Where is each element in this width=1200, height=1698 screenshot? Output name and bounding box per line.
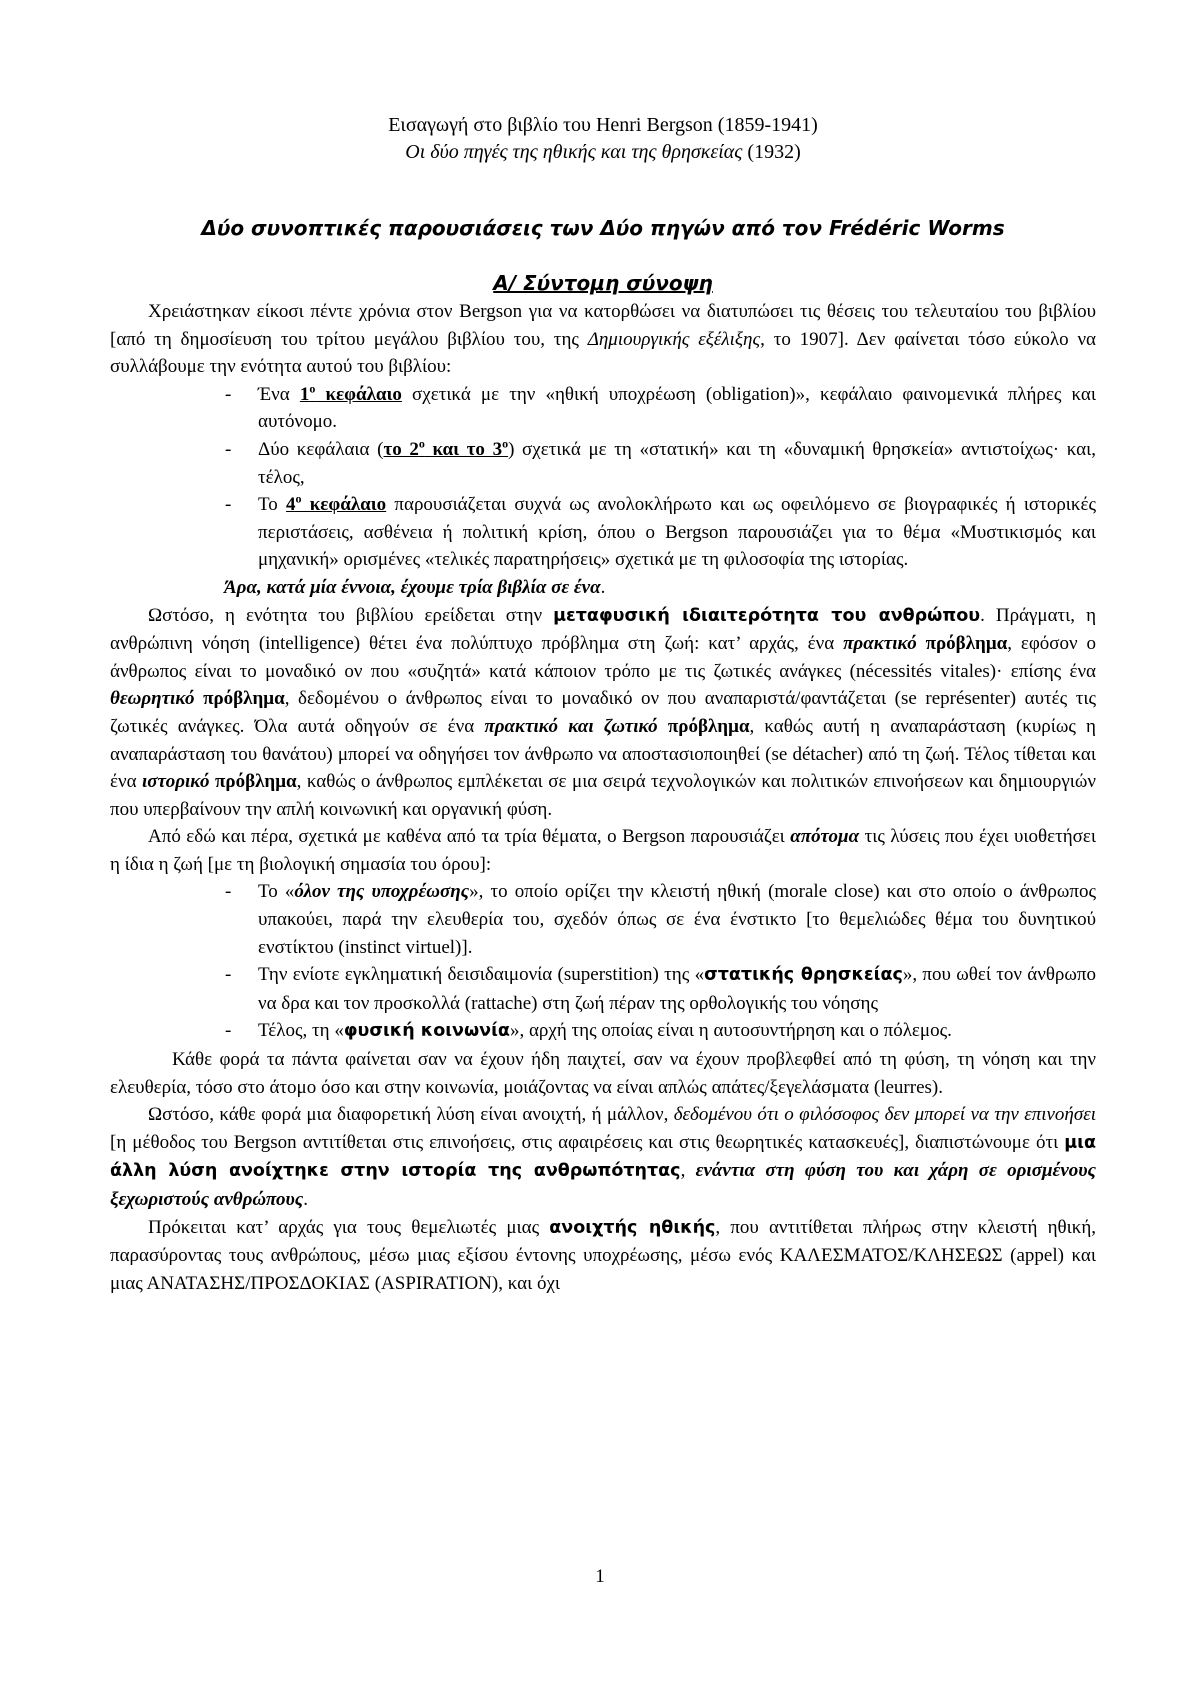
document-title: Εισαγωγή στο βιβλίο του Henri Bergson (1859-1941) xyxy=(388,114,818,136)
list-item: - Το $4^o$ κεφάλαιο παρουσιάζεται συχνά ως ανολοκλήρωτο και ως οφειλόμενο σε βιογραφικές ή ιστορικές περιστάσεις, ασθένεια ή πολιτική κρίση, όπου ο Bergson παρουσιάζει για το θέμα «Μυστικισμός και μηχανική» ορισμένες «τελικές παρατηρήσεις» σχετικά με τη φιλοσοφία της ιστορίας. xyxy=(225,491,1096,571)
paragraph-however: Ωστόσο, κάθε φορά μια διαφορετική λύση είναι ανοιχτή, ή μάλλον, δεδομένου ότι ο φιλόσοφος δεν μπορεί να την επινοήσει [η μέθοδος του Bergson αντιτίθεται στις επινοήσεις, στις αφαιρέσεις και στις θεωρητικές κατασκευές], διαπιστώνουμε ότι μια άλλη λύση ανοίχτηκε στην ιστορία της ανθρωπότητας, ενάντια στη φύση του και χάρη σε ορισμένους ξεχωριστούς ανθρώπους. xyxy=(110,1104,1097,1210)
subsection-title: Α/ Σύντομη σύνοψη xyxy=(493,271,713,295)
paragraph-solutions: Από εδώ και πέρα, σχετικά με καθένα από τα τρία θέματα, ο Bergson παρουσιάζει απότομα τις λύσεις που έχει υιοθετήσει η ίδια η ζωή [με τη βιολογική σημασία του όρου]: xyxy=(110,826,1096,875)
solutions-list xyxy=(110,878,1096,1046)
paragraph-founders: Πρόκειται κατ’ αρχάς για τους θεμελιωτές μιας ανοιχτής ηθικής, που αντιτίθεται πλήρως στην κλειστή ηθική, παρασύροντας τους ανθρώπους, μέσω μιας εξίσου έντονης υποχρέωσης, μέσω ενός ΚΑΛΕΣΜΑΤΟΣ/ΚΛΗΣΕΩΣ (appel) και μιας ΑΝΑΤΑΣΗΣ/ΠΡΟΣΔΟΚΙΑΣ (ASPIRATION), και όχι xyxy=(110,1216,1096,1294)
page-number: 1 xyxy=(595,1566,605,1587)
paragraph-unity: Ωστόσο, η ενότητα του βιβλίου ερείδεται στην μεταφυσική ιδιαιτερότητα του ανθρώπου. Πράγματι, η ανθρώπινη νόηση (intelligence) θέτει ένα πολύπτυχο πρόβλημα στη ζωή: κατ’ αρχάς, ένα πρακτικό πρόβλημα, εφόσον ο άνθρωπος είναι το μοναδικό ον που «συζητά» κατά κάποιον τρόπο με τις ζωτικές ανάγκες (nécessités vitales)· επίσης ένα θεωρητικό πρόβλημα, δεδομένου ο άνθρωπος είναι το μοναδικό ον που αναπαριστά/φαντάζεται (se représenter) αυτές τις ζωτικές ανάγκες. Όλα αυτά οδηγούν σε ένα πρακτικό και ζωτικό πρόβλημα, καθώς αυτή η αναπαράσταση (κυρίως η αναπαράσταση του θανάτου) μπορεί να οδηγήσει τον άνθρωπο να αποστασιοποιηθεί (se détacher) από τη ζωή. Τέλος τίθεται και ένα ιστορικό πρόβλημα, καθώς ο άνθρωπος εμπλέκεται σε μια σειρά τεχνολογικών και πολιτικών επινοήσεων και δημιουργιών που υπερβαίνουν την απλή κοινωνική και οργανική φύση. xyxy=(110,604,1097,820)
list-item: - Την ενίοτε εγκληματική δεισιδαιμονία (superstition) της «στατικής θρησκείας», που ωθεί τον άνθρωπο να δρα και τον προσκολλά (rattache) στη ζωή πέραν της ορθολογικής του νόησης xyxy=(225,964,1096,1014)
document-subtitle xyxy=(110,139,1096,166)
paragraph-intro: Χρειάστηκαν είκοσι πέντε χρόνια στον Bergson για να κατορθώσει να διατυπώσει τις θέσεις του τελευταίου του βιβλίου [από τη δημοσίευση του τρίτου μεγάλου βιβλίου του, της Δημιουργικής εξέλιξης, το 1907]. Δεν φαίνεται τόσο εύκολο να συλλάβουμε την ενότητα αυτού του βιβλίου: xyxy=(110,301,1096,378)
chapters-list xyxy=(110,381,1096,574)
paragraph-everything: Κάθε φορά τα πάντα φαίνεται σαν να έχουν ήδη παιχτεί, σαν να έχουν προβλεφθεί από τη φύση, τη νόηση και την ελευθερία, τόσο στο άτομο όσο και στην κοινωνία, μοιάζοντας να είναι απλώς απάτες/ξεγελάσματα (leurres). xyxy=(110,1049,1096,1098)
list-item: - Το «όλον της υποχρέωσης», το οποίο ορίζει την κλειστή ηθική (morale close) και στο οποίο ο άνθρωπος υπακούει, παρά την ελευθερία του, σχεδόν όπως σε ένα ένστικτο [το θεμελιώδες θέμα του δυνητικού ενστίκτου (instinct virtuel)]. xyxy=(225,881,1096,958)
book-year: (1932) xyxy=(742,141,801,163)
section-title: Δύο συνοπτικές παρουσιάσεις των Δύο πηγών από τον Frédéric Worms xyxy=(201,216,1005,240)
summary-line: Άρα, κατά μία έννοια, έχουμε τρία βιβλία σε ένα. xyxy=(224,576,606,598)
list-item: - Ένα $1^o$ κεφάλαιο σχετικά με την «ηθική υποχρέωση (obligation)», κεφάλαιο φαινομενικά πλήρες και αυτόνομο. xyxy=(225,381,1096,433)
book-title: Οι δύο πηγές της ηθικής και της θρησκείας xyxy=(405,141,743,163)
list-item: - Τέλος, τη «φυσική κοινωνία», αρχή της οποίας είναι η αυτοσυντήρηση και ο πόλεμος. xyxy=(225,1020,952,1042)
list-item: - Δύο κεφάλαια (το $2^o$ και το $3^o$) σχετικά με τη «στατική» και τη «δυναμική θρησκεία» αντιστοίχως· και, τέλος, xyxy=(225,436,1096,488)
